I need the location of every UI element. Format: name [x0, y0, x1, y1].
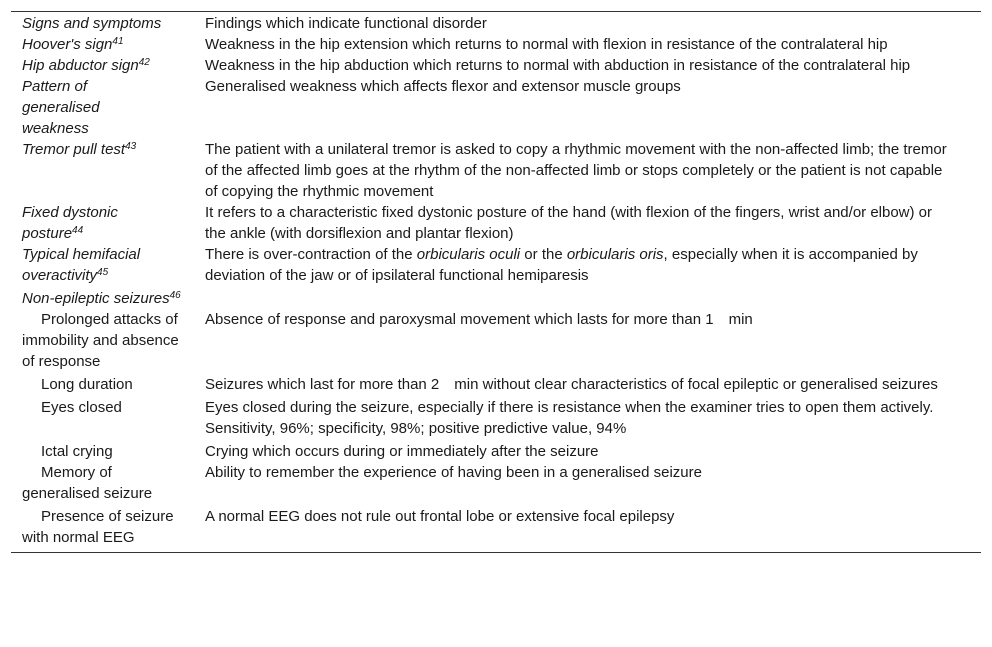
table-row — [11, 374, 981, 395]
finding-text: or the — [520, 246, 567, 263]
finding-text: There is over-contraction of the — [205, 246, 417, 263]
table-header-row — [11, 12, 981, 34]
sign-label: Tremor pull test — [22, 141, 126, 158]
finding-italic-term: orbicularis oculi — [416, 246, 521, 263]
sign-label: Typical hemifacial overactivity — [22, 246, 141, 284]
finding-cell: The patient with a unilateral tremor is asked to copy a rhythmic movement with the non-affected limb; the tremor of the affected limb goes at the rhythm of the non-affected limb or stops completely or the patient is not capable of copying the rhythmic movement — [205, 141, 947, 200]
finding-cell: Ability to remember the experience of having been in a generalised seizure — [205, 464, 702, 481]
table-row — [11, 441, 981, 462]
findings-table — [11, 11, 981, 553]
sign-cell: Memory of generalised seizure — [22, 464, 153, 502]
sign-label: Hoover's sign — [22, 36, 113, 53]
sign-cell: Eyes closed — [41, 399, 122, 416]
sign-label: Non-epileptic seizures — [22, 290, 170, 307]
finding-cell: Weakness in the hip abduction which returns to normal with abduction in resistance of the contralateral hip — [205, 57, 911, 74]
reference-superscript: 46 — [169, 290, 181, 301]
finding-cell: It refers to a characteristic fixed dystonic posture of the hand (with flexion of the fingers, wrist and/or elbow) or the ankle (with dorsiflexion and plantar flexion) — [205, 204, 933, 242]
finding-cell: A normal EEG does not rule out frontal lobe or extensive focal epilepsy — [205, 508, 675, 525]
reference-superscript: 45 — [97, 267, 109, 278]
reference-superscript: 44 — [72, 225, 84, 236]
sign-cell — [11, 34, 205, 55]
table-row — [11, 462, 981, 504]
sign-cell — [11, 202, 205, 244]
sign-cell: Prolonged attacks of immobility and absence of response — [22, 311, 179, 370]
finding-italic-term: orbicularis oris — [566, 246, 664, 263]
table-row — [11, 202, 981, 244]
finding-cell: Eyes closed during the seizure, especially if there is resistance when the examiner tries to open them actively. Sensitivity, 96%; specificity, 98%; positive predictive value, 94% — [205, 399, 934, 437]
table-row — [11, 286, 981, 309]
finding-text: , especially when it is accompanied by deviation of the jaw or of ipsilateral functional hemiparesis — [205, 246, 918, 284]
table-row — [11, 309, 981, 372]
table-row — [11, 55, 981, 76]
header-signs-and-symptoms: Signs and symptoms — [22, 15, 162, 32]
table-row — [11, 76, 981, 139]
sign-cell: Ictal crying — [41, 443, 113, 460]
sign-cell: Long duration — [41, 376, 133, 393]
table-row — [11, 506, 981, 552]
table-row — [11, 244, 981, 286]
table-row — [11, 139, 981, 202]
sign-cell — [11, 244, 205, 286]
sign-cell — [11, 288, 311, 309]
reference-superscript: 41 — [112, 36, 124, 47]
sign-cell — [11, 139, 205, 202]
sign-cell: Pattern of generalised weakness — [22, 78, 100, 137]
header-findings: Findings which indicate functional disorder — [205, 15, 487, 32]
finding-cell — [205, 244, 970, 286]
finding-cell: Seizures which last for more than 2 min without clear characteristics of focal epileptic or generalised seizures — [205, 376, 938, 393]
sign-label: Fixed dystonic posture — [22, 204, 118, 242]
table-row — [11, 34, 981, 55]
finding-cell: Generalised weakness which affects flexor and extensor muscle groups — [205, 78, 681, 95]
table-row — [11, 397, 981, 439]
sign-cell — [11, 55, 205, 76]
reference-superscript: 43 — [125, 141, 137, 152]
finding-cell: Absence of response and paroxysmal movement which lasts for more than 1 min — [205, 311, 753, 328]
finding-cell: Weakness in the hip extension which returns to normal with flexion in resistance of the contralateral hip — [205, 36, 888, 53]
finding-cell: Crying which occurs during or immediately after the seizure — [205, 443, 599, 460]
sign-label: Hip abductor sign — [22, 57, 139, 74]
sign-cell: Presence of seizure with normal EEG — [22, 508, 174, 546]
reference-superscript: 42 — [138, 57, 150, 68]
